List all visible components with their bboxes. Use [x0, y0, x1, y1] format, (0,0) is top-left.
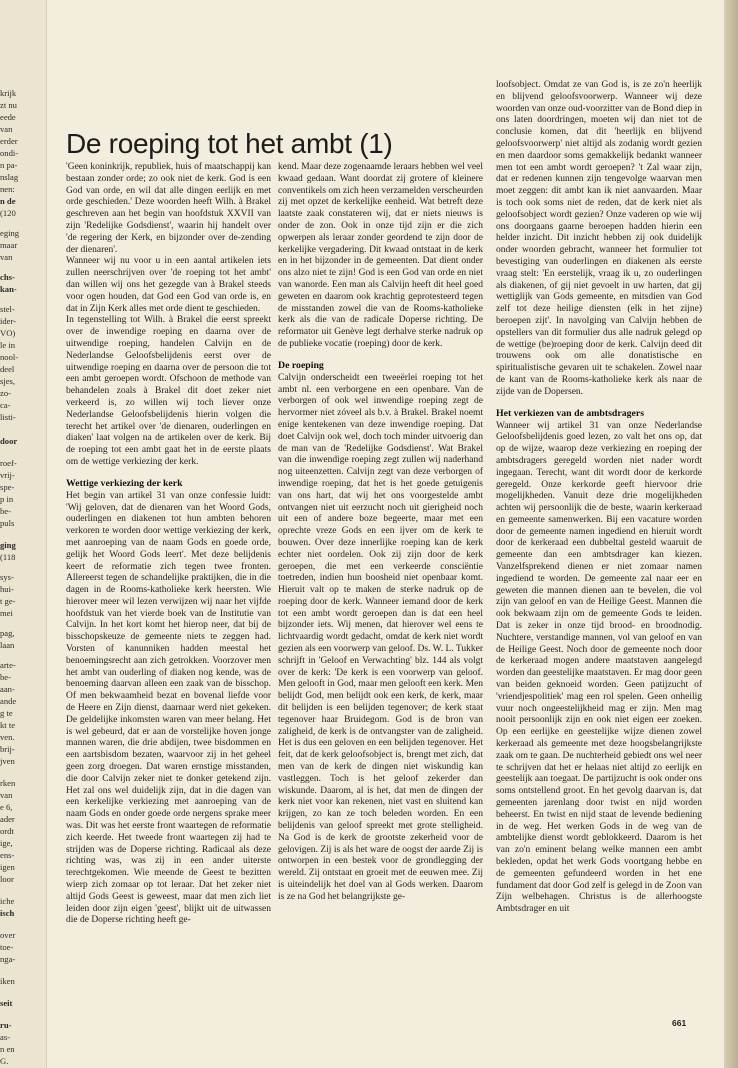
gutter-text-fragment: laan	[0, 640, 15, 650]
gutter-text-fragment: maar	[0, 240, 18, 250]
gutter-text-fragment: sys-	[0, 572, 14, 582]
gutter-text-fragment: over	[0, 930, 16, 940]
gutter-text-fragment: aan-	[0, 684, 15, 694]
page-edge-shadow	[724, 0, 738, 1068]
paragraph: kend. Maar deze zogenaamde leraars hebben wel veel kwaad gedaan. Want doordat zij grotere of kleinere conventikels om zich heen verzamelden verscheurden zij met opzet de kerkelijke eenheid. Wat betreft deze laatste zaak constateren wij, dat er niets nieuws is onder de zon. Ook in onze tijd zijn er die zich opwerpen als leraar zonder geordend te zijn door de kerkelijke vergadering. Dit kwaad ontstaat in de kerk en in het bijzonder in de gemeenten. Dat dient onder ons alzo niet te zijn! God is een God van orde en niet van wanorde. Een man als Calvijn heeft dit heel goed geweten en daarom ook krachtig geprotesteerd tegen de misstanden zowel die van de Rooms-katholieke kerk als die van de radicale Doperse richting. De reformator uit Genève legt derhalve sterke nadruk op de publieke vocatie (roeping) door de kerk.	[278, 162, 483, 349]
article-column-3	[496, 80, 702, 1035]
section-heading: Het verkiezen van de ambtsdragers	[496, 407, 645, 419]
gutter-text-fragment: ging	[0, 540, 16, 550]
gutter-text-fragment: (120	[0, 208, 16, 218]
gutter-text-fragment: rken	[0, 778, 16, 788]
gutter-text-fragment: toe-	[0, 942, 14, 952]
gutter-text-fragment: puls	[0, 518, 15, 528]
section-heading: Wettige verkiezing der kerk	[66, 477, 183, 489]
gutter-text-fragment: krijk	[0, 88, 17, 98]
gutter-text-fragment: spe-	[0, 482, 15, 492]
gutter-text-fragment: stel-	[0, 304, 15, 314]
gutter-text-fragment: e 6,	[0, 802, 13, 812]
gutter-text-fragment: door	[0, 436, 18, 446]
paragraph: Wanneer wij nu voor u in een aantal artikelen iets zullen neerschrijven over 'de roeping tot het ambt' dan willen wij ons het gezegde van à Brakel steeds voor ogen houden, dat God een God van orde is, en dat in Zijn Kerk alles met orde dient te geschieden.	[66, 256, 271, 314]
gutter-text-fragment: kan-	[0, 284, 17, 294]
gutter-text-fragment: ande	[0, 696, 17, 706]
gutter-text-fragment: nool-	[0, 352, 19, 362]
gutter-text-fragment: ondi-	[0, 148, 19, 158]
gutter-text-fragment: kt te	[0, 720, 16, 730]
gutter-text-fragment: iche	[0, 896, 15, 906]
gutter-text-fragment: isch	[0, 908, 15, 918]
gutter-text-fragment: iken	[0, 976, 15, 986]
article-column-1	[66, 162, 271, 1032]
section-heading: De roeping	[278, 359, 324, 371]
paragraph: loofsobject. Omdat ze van God is, is ze zo'n heerlijk en blijvend geloofsvoorwerp. Wanneer wij deze woorden van onze oud-voorzitter van de Bond diep in ons laten doordringen, moeten wij dan niet tot de conclusie komen, dat dit 'heerlijk en blijvend geloofsvoorwerp' niet altijd als zodanig wordt gezien en men daardoor soms gemakkelijk bedankt wanneer men tot een ambt wordt geroepen? 't Zal waar zijn, dat er redenen kunnen zijn tengevolge waarvan men moet zeggen: dit ambt kan ik niet aanvaarden. Maar is toch ook soms niet de reden, dat de kerk niet als geloofsobject wordt gezien? Onze vaderen op wie wij ons doorgaans gaarne beroepen hadden hierin een helder inzicht. Dit inzicht hebben zij ook duidelijk onder woorden gebracht, wanneer het formulier tot bevestiging van ouderlingen en diakenen als eerste vraag stelt: 'En eerstelijk, vraag ik u, zo ouderlingen als diakenen, of gij niet gevoelt in uw harten, dat gij wettiglijk van Gods gemeente, en mitsdien van God zelf tot deze heilige diensten (elk in het zijne) beroepen zijt'. In navolging van Calvijn hebben de opstellers van dit formulier dus alle nadruk gelegd op de wettige (be)roeping door de kerk. Calvijn deed dit trouwens ook om alle donatistische en spiritualistische gevaren uit te schakelen. Zowel naar de kant van de Rooms-katholieke kerk als naar de zijde van de Dopersen.	[496, 80, 702, 397]
previous-page-gutter	[0, 0, 47, 1068]
gutter-text-fragment: igen	[0, 862, 15, 872]
gutter-text-fragment: deel	[0, 364, 15, 374]
gutter-text-fragment: be-	[0, 506, 11, 516]
gutter-text-fragment: nga-	[0, 954, 16, 964]
gutter-text-fragment: nen:	[0, 184, 15, 194]
gutter-text-fragment: as-	[0, 1032, 11, 1042]
gutter-text-fragment: ordt	[0, 826, 14, 836]
article-title: De roeping tot het ambt (1)	[66, 128, 393, 159]
gutter-text-fragment: n pa-	[0, 160, 18, 170]
gutter-text-fragment: le in	[0, 340, 16, 350]
gutter-text-fragment: hui-	[0, 584, 14, 594]
gutter-text-fragment: eging	[0, 228, 20, 238]
gutter-text-fragment: roef-	[0, 458, 17, 468]
paragraph: In tegenstelling tot Wilh. à Brakel die eerst spreekt over de inwendige roeping en daarna over de uitwendige roeping, handelen Calvijn en de Nederlandse Geloofsbelijdenis eerst over de uitwendige roeping en daarna over de persoon die tot een ambt geroepen wordt. Ofschoon de methode van behandelen zoals à Brakel dit doet zeker niet verkeerd is, zo willen wij toch liever onze Nederlandse Geloofsbelijdenis hierin volgen die terecht het artikel over 'de dienaren, ouderlingen en diaken' laat volgen na de artikelen over de kerk. Bij de roeping tot een ambt gaat het in de eerste plaats om de wettige verkiezing der kerk.	[66, 315, 271, 467]
gutter-text-fragment: eede	[0, 112, 16, 122]
gutter-text-fragment: mei	[0, 608, 13, 618]
gutter-text-fragment: ige,	[0, 838, 13, 848]
paragraph: Wanneer wij artikel 31 van onze Nederlandse Geloofsbelijdenis goed lezen, zo valt het ons op, dat op de wijze, waarop deze verkiezing en roeping der ambtsdragers geregeld worden niet nader wordt ingegaan. Terecht, want dit wordt door de kerkorde geregeld. Onze kerkorde geeft hiervoor drie mogelijkheden. Vanuit deze drie mogelijkheden achten wij persoonlijk die de beste, waarin kerkeraad en gemeente samenwerken. Bij een vacature worden door de gemeente namen ingediend en hieruit wordt door de kerkeraad een dubbeltal gesteld waaruit de gemeente dan een ambtsdrager kan kiezen. Vanzelfsprekend dienen er niet zomaar namen ingediend te worden. De gemeente zal naar eer en geweten die mannen dienen aan te bevelen, die vol zijn van geloof en van de Heilige Geest. Mannen die ook bekwaam zijn om de gemeente Gods te leiden. Dat is zeker in onze tijd brood- en broodnodig. Nuchtere, verstandige mannen, vol van geloof en van de Heilige Geest. Noch door de gemeente noch door de kerkeraad mogen andere maatstaven aangelegd worden dan geestelijke maatstaven. Er mag door geen van beiden geknoeid worden. Geen patijzucht of 'vriendjespolitiek' mag een rol spelen. Geen onheilig vuur noch ongeestelijkheid mag er zijn. Men mag nooit persoonlijk zijn en ook niet eigen eer zoeken. Op een eerlijke en geestelijke wijze dienen zowel kerkeraad als gemeente met deze hoogsbelangrijkste zaak om te gaan. De nuchterheid gebiedt ons wel neer te schrijven dat het er helaas niet altijd zo eerlijk en geestelijk aan toegaat. De partijzucht is ook onder ons soms ontstellend groot. En het gevolg daarvan is, dat gemeenten jarenlang door twist en nijd worden beheerst. En twist en nijd staat de levende bediening in de weg. Het werken Gods in de weg van de ambtelijke dienst wordt geblokkeerd. Daarom is het van zo'n eminent belang welke mannen een ambt bekleden, opdat het werk Gods voortgang hebbe en de gemeenten gefundeerd worden in het ene fundament dat door God zelf is gelegd in de Zoon van Zijn welbehagen. Christus is de allerhoogste Ambtsdrager en uit	[496, 420, 702, 915]
gutter-text-fragment: vrij-	[0, 470, 15, 480]
gutter-text-fragment: zo-	[0, 388, 11, 398]
gutter-text-fragment: brij-	[0, 744, 15, 754]
gutter-text-fragment: p in	[0, 494, 14, 504]
gutter-text-fragment: VO)	[0, 328, 16, 338]
gutter-text-fragment: n en	[0, 1044, 15, 1054]
gutter-text-fragment: (118	[0, 552, 16, 562]
gutter-text-fragment: arte-	[0, 660, 16, 670]
gutter-text-fragment: ven.	[0, 732, 15, 742]
gutter-text-fragment: loor	[0, 874, 14, 884]
gutter-text-fragment: van	[0, 252, 13, 262]
gutter-text-fragment: sjes,	[0, 376, 16, 386]
gutter-text-fragment: chs-	[0, 272, 15, 282]
gutter-text-fragment: t ge-	[0, 596, 16, 606]
gutter-text-fragment: ens-	[0, 850, 15, 860]
gutter-text-fragment: ru-	[0, 1020, 12, 1030]
gutter-text-fragment: ader	[0, 814, 15, 824]
page-number: 661	[672, 1018, 687, 1028]
gutter-text-fragment: g te	[0, 708, 13, 718]
gutter-text-fragment: zt nu	[0, 100, 17, 110]
gutter-text-fragment: G.	[0, 1056, 9, 1066]
gutter-text-fragment: be-	[0, 672, 11, 682]
paragraph: Het begin van artikel 31 van onze confessie luidt: 'Wij geloven, dat de dienaren van het Woord Gods, ouderlingen en diakenen tot hun ambten behoren verkoren te worden door wettige verkiezing der kerk, met aanroeping van de naam Gods en goede orde, gelijk het Woord Gods leert'. Met deze belijdenis keert de reformatie zich tegen twee fronten. Allereerst tegen de schandelijke praktijken, die in die dagen in de Rooms-katholieke kerk heersten. Wie hierover meer wil lezen verwijzen wij naar het vijfde hoofdstuk van het vierde boek van de Institutie van Calvijn. In het kort komt het hierop neer, dat bij de bisschopskeuze de gemeente niets te zeggen had. Vorsten of kanunniken hadden meestal het benoemingsrecht aan zich getrokken. Voorzover men het ambt van ouderling of diaken nog kende, was de benoeming daarvan alleen een zaak van de bisschop. Of men bekwaamheid bezat en bovenal liefde voor de Heere en Zijn dienst, daarnaar werd niet gekeken. De geldelijke inkomsten waren van meer belang. Het is wel gebeurd, dat er aan de vorstelijke hoven jonge mannen waren, die drie abdijen, twee bisdommen en een aartsbisdom bezaten, waarvoor zij in het geheel geen zorg droegen. Dat waren ernstige misstanden, die door Calvijn zeker niet te donker getekend zijn. Het zal ons wel duidelijk zijn, dat in die dagen van een kerkelijke verkiezing met aanroeping van de naam Gods en onder goede orde nergens sprake meer was. Dit was het eerste front waartegen de reformatie zich keerde. Het tweede front waartegen zij had te strijden was de Doperse richting. Radicaal als deze richting was, was zij in een ander uiterste terechtgekomen. Wie meende de Geest te bezitten wierp zich zomaar op tot leraar. Dat het zeker niet altijd Gods Geest is geweest, maar dat men zich liet leiden door zijn eigen 'geest', blijkt uit de uitwassen die de Doperse richting heeft ge-	[66, 490, 271, 926]
gutter-text-fragment: van	[0, 790, 13, 800]
gutter-text-fragment: seit	[0, 998, 13, 1008]
gutter-text-fragment: erder	[0, 136, 18, 146]
gutter-text-fragment: pag,	[0, 628, 15, 638]
gutter-text-fragment: ca-	[0, 400, 11, 410]
article-column-2	[278, 162, 483, 1032]
gutter-text-fragment: nslag	[0, 172, 19, 182]
gutter-text-fragment: n de	[0, 196, 16, 206]
paragraph: 'Geen koninkrijk, republiek, huis of maatschappij kan bestaan zonder orde; zo ook niet de kerk. God is een God van orde, en wil dat alle dingen eerlijk en met orde geschieden.' Deze woorden heeft Wilh. à Brakel geschreven aan het begin van hoofdstuk XXVII van zijn 'Redelijke Godsdienst', waarin hij handelt over 'de regering der Kerk, en bijzonder over de-zending der dienaren'.	[66, 162, 271, 255]
gutter-text-fragment: van	[0, 124, 13, 134]
gutter-text-fragment: jven	[0, 756, 15, 766]
gutter-text-fragment: listi-	[0, 412, 16, 422]
gutter-text-fragment: ider-	[0, 316, 17, 326]
paragraph: Calvijn onderscheidt een tweeërlei roeping tot het ambt nl. een verborgene en een openbare. Van de verborgen of ook wel inwendige roeping zegt de hervormer niet zóveel als b.v. à Brakel. Brakel noemt enige kentekenen van deze inwendige roeping. Dat doet Calvijn ook wel, doch toch minder uitvoerig dan de man van de 'Redelijke Godsdienst'. Wat Brakel van die inwendige roeping zegt zullen wij naderhand nog uiteenzetten. Calvijn zegt van deze verborgen of inwendige roeping, dat het is het goede getuigenis van ons hart, dat wij het ons voorgestelde ambt ontvangen niet uit eerzucht noch uit gierigheid noch uit een of andere boze begeerte, maar met een oprechte vreze Gods en een ijver om de kerk te bouwen. Over deze innerlijke roeping kan de kerk echter niet oordelen. Ook zij zijn door de kerk geroepen, die met een verkeerde consciëntie toetreden, indien hun boosheid niet openbaar komt. Hieruit valt op te maken de sterke nadruk op de roeping door de kerk. Wanneer iemand door de kerk tot een ambt wordt geroepen dan is dat een heel bijzonder iets. Wij menen, dat hierover wel eens te lichtvaardig wordt gedacht, omdat de kerk niet wordt gezien als een voorwerp van geloof. Ds. W. L. Tukker schrijft in 'Geloof en Verwachting' blz. 144 als volgt over de kerk: 'De kerk is een voorwerp van geloof. Men gelooft in God, maar men gelooft een kerk. Men belijdt God, men belijdt ook een kerk, de kerk, maar dit belijden is een belijden tegenover; de kerk staat tegenover haar Bruidegom. God is de bron van zaligheid, de kerk is de ontvangster van de zaligheid. Het is dus een geloven en een belijden tegenover. Het feit, dat de kerk geloofsobject is, brengt met zich, dat men van de kerk de dingen niet wiskundig kan vastleggen. Toch is het geloof zekerder dan wiskunde. Daarom, al is het, dat men de dingen der kerk niet voor kan rekenen, niet vast en sluitend kan krijgen, zo kan ze toch beleden worden. En een belijdenis van geloof spreekt met grote stelligheid. Na God is de kerk de grootste zekerheid voor de gelovigen. Zij is als het ware de oogst der aarde Zij is ontworpen in een bestek voor de grondlegging der wereld. Zij ontstaat en groeit met de eeuwen mee. Zij is uiteindelijk het doel van al Gods werken. Daarom is ze na God het belangrijkste ge-	[278, 372, 483, 902]
